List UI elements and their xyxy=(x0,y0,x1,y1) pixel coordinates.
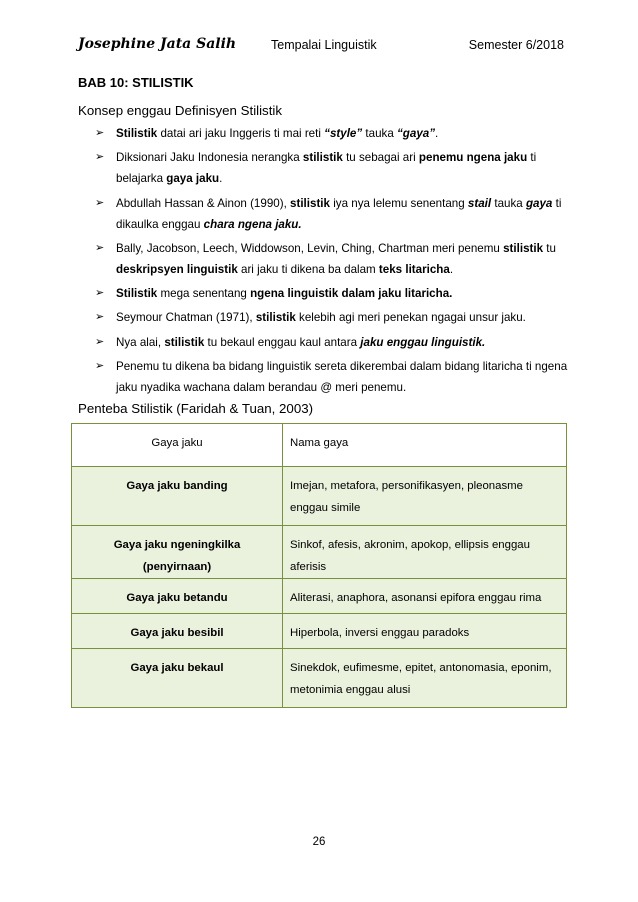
style-name-cell: Gaya jaku banding xyxy=(72,467,283,526)
bullet-text-run: tu bekaul enggau kaul antara xyxy=(204,335,361,349)
bullet-text-run: stilistik xyxy=(255,311,296,325)
arrow-bullet-icon: ➢ xyxy=(95,335,105,348)
bullet-text-run: stilistik xyxy=(302,151,343,165)
bullet-text-run: tu sebagai ari xyxy=(342,151,419,165)
style-table xyxy=(71,423,567,708)
header-author: Josephine Jata Salih xyxy=(78,36,237,52)
table-row xyxy=(72,467,567,526)
bullet-text-run: tauka xyxy=(491,196,526,210)
table-row xyxy=(72,526,567,579)
page-header xyxy=(78,36,564,56)
bullet-text-run: Nya alai, xyxy=(116,335,165,349)
arrow-bullet-icon: ➢ xyxy=(95,151,105,164)
table-header-row xyxy=(72,424,567,467)
bullet-text-run: ti dikaulka enggau xyxy=(116,196,562,231)
bullet-text-run: stilistik xyxy=(503,241,544,255)
table-header-cell: Nama gaya xyxy=(283,424,567,467)
table-heading: Penteba Stilistik (Faridah & Tuan, 2003) xyxy=(78,401,314,416)
style-examples-cell: Hiperbola, inversi enggau paradoks xyxy=(283,614,567,649)
bullet-text-run: gaya jaku xyxy=(166,172,220,186)
bullet-text-run: chara ngena jaku. xyxy=(203,217,302,231)
bullet-text-run: Seymour Chatman (1971), xyxy=(116,311,256,325)
definition-bullet xyxy=(95,193,575,235)
bullet-text-run: ari jaku ti dikena ba dalam xyxy=(237,262,379,276)
arrow-bullet-icon: ➢ xyxy=(95,241,105,254)
bullet-text-run: jaku enggau linguistik. xyxy=(360,335,486,349)
arrow-bullet-icon: ➢ xyxy=(95,360,105,373)
definition-heading: Konsep enggau Definisyen Stilistik xyxy=(78,103,283,118)
bullet-text-run: Stilistik xyxy=(116,127,158,140)
bullet-text-run: stail xyxy=(467,196,492,210)
bullet-text-run: Stilistik xyxy=(116,287,158,301)
bullet-text-run: Penemu tu dikena ba bidang linguistik sereta dikerembai dalam bidang litaricha ti ngena jaku nyadika wachana dalam berandau @ meri penemu. xyxy=(116,360,568,395)
definition-bullet xyxy=(95,147,575,189)
bullet-text-run: mega senentang xyxy=(157,287,251,301)
style-examples-cell: Sinkof, afesis, akronim, apokop, ellipsis enggau aferisis xyxy=(283,526,567,579)
bullet-text-run: gaya xyxy=(525,196,553,210)
table-header-cell: Gaya jaku xyxy=(72,424,283,467)
bullet-text-run: . xyxy=(435,127,439,140)
header-semester: Semester 6/2018 xyxy=(468,38,564,52)
chapter-title: BAB 10: STILISTIK xyxy=(78,75,194,90)
bullet-text-run: “gaya” xyxy=(397,127,436,140)
bullet-text-run: Diksionari Jaku Indonesia nerangka xyxy=(116,151,303,165)
bullet-text-run: stilistik xyxy=(290,196,330,210)
definition-bullet xyxy=(95,123,575,144)
style-examples-cell: Aliterasi, anaphora, asonansi epifora enggau rima xyxy=(283,579,567,614)
style-name-cell: Gaya jaku bekaul xyxy=(72,649,283,708)
arrow-bullet-icon: ➢ xyxy=(95,311,105,324)
style-examples-cell: Imejan, metafora, personifikasyen, pleonasme enggau simile xyxy=(283,467,567,526)
bullet-text-run: Abdullah Hassan & Ainon (1990), xyxy=(116,196,291,210)
definition-bullet xyxy=(95,307,575,328)
table-row xyxy=(72,579,567,614)
style-name-cell: Gaya jaku besibil xyxy=(72,614,283,649)
arrow-bullet-icon: ➢ xyxy=(95,287,105,300)
bullet-text-run: penemu ngena jaku xyxy=(418,151,528,165)
bullet-text-run: stilistik xyxy=(164,335,205,349)
style-name-cell: Gaya jaku ngeningkilka (penyirnaan) xyxy=(72,526,283,579)
bullet-text-run: . xyxy=(449,262,454,276)
bullet-text-run: datai ari jaku Inggeris ti mai reti xyxy=(157,127,325,140)
bullet-text-run: Bally, Jacobson, Leech, Widdowson, Levin, Ching, Chartman meri penemu xyxy=(116,241,504,255)
bullet-text-run: . xyxy=(219,172,223,186)
bullet-text-run: “style” xyxy=(324,127,363,140)
bullet-text-run: iya nya lelemu senentang xyxy=(329,196,468,210)
bullet-text-run: teks litaricha xyxy=(378,262,450,276)
arrow-bullet-icon: ➢ xyxy=(95,196,105,209)
bullet-text-run: tu xyxy=(543,241,556,255)
bullet-text-run: kelebih agi meri penekan ngagai unsur jaku. xyxy=(295,311,526,325)
bullet-text-run: tauka xyxy=(362,127,397,140)
table-row xyxy=(72,649,567,708)
bullet-text-run: ngena linguistik dalam jaku litaricha. xyxy=(250,287,453,301)
style-name-cell: Gaya jaku betandu xyxy=(72,579,283,614)
table-row xyxy=(72,614,567,649)
definition-bullet xyxy=(95,283,575,304)
definition-bullet-list xyxy=(95,123,575,401)
style-examples-cell: Sinekdok, eufimesme, epitet, antonomasia, eponim, metonimia enggau alusi xyxy=(283,649,567,708)
bullet-text-run: ti belajarka xyxy=(116,151,537,186)
bullet-text-run: deskripsyen linguistik xyxy=(116,262,238,276)
page-number: 26 xyxy=(312,836,326,848)
definition-bullet xyxy=(95,356,575,398)
header-subject: Tempalai Linguistik xyxy=(271,38,377,52)
definition-bullet xyxy=(95,332,575,353)
arrow-bullet-icon: ➢ xyxy=(95,127,105,139)
definition-bullet xyxy=(95,238,575,280)
